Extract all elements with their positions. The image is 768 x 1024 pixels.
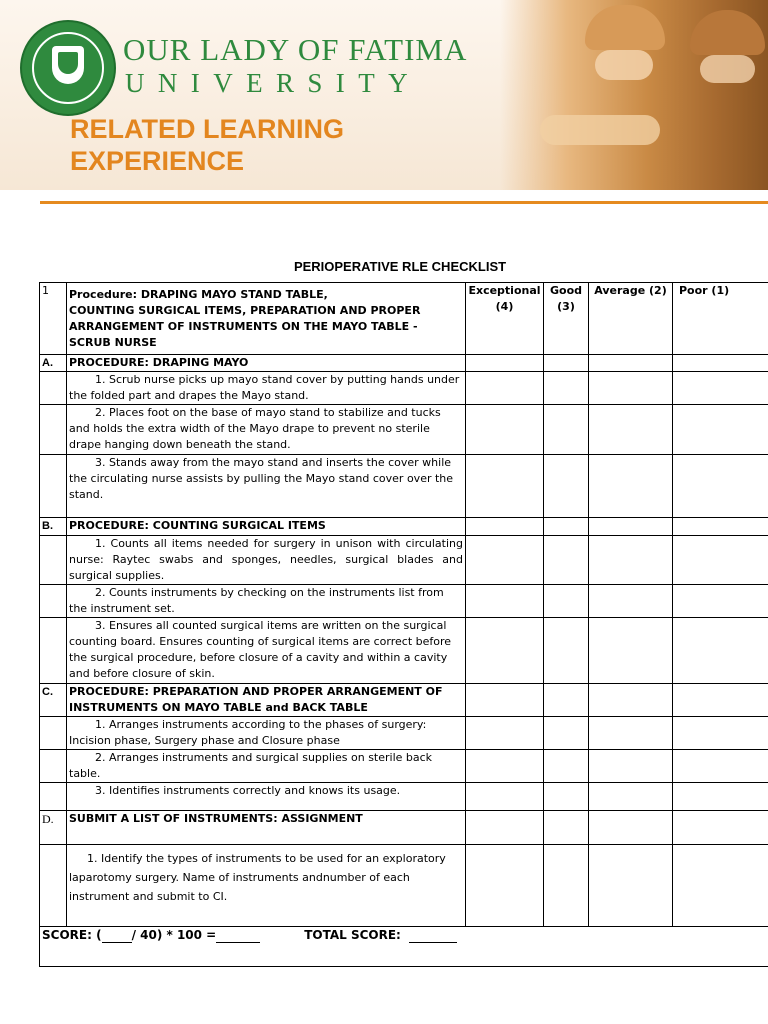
- rating-cell[interactable]: [673, 405, 768, 455]
- rating-cell[interactable]: [589, 372, 673, 405]
- table-row: [40, 750, 768, 783]
- rating-cell[interactable]: [466, 845, 544, 927]
- checklist-item: 1. Scrub nurse picks up mayo stand cover by putting hands under the folded part and drapes the Mayo stand.: [67, 372, 466, 405]
- total-score-label: TOTAL SCORE:: [304, 928, 401, 942]
- rating-cell[interactable]: [589, 536, 673, 585]
- surgeons-photo: [500, 0, 768, 190]
- procedure-title: Procedure: DRAPING MAYO STAND TABLE, COUNTING SURGICAL ITEMS, PREPARATION AND PROPER ARRANGEMENT OF INSTRUMENTS ON THE MAYO TABLE - SCRUB NURSE: [67, 283, 466, 355]
- table-row: [40, 783, 768, 811]
- table-row: [40, 405, 768, 455]
- section-heading: SUBMIT A LIST OF INSTRUMENTS: ASSIGNMENT: [67, 811, 466, 845]
- rating-cell[interactable]: [544, 845, 589, 927]
- rating-cell[interactable]: [673, 585, 768, 618]
- rating-cell[interactable]: [466, 455, 544, 518]
- rating-cell[interactable]: [466, 405, 544, 455]
- percentage-input[interactable]: [216, 930, 260, 943]
- rating-cell[interactable]: [544, 455, 589, 518]
- rating-cell[interactable]: [466, 750, 544, 783]
- rating-cell[interactable]: [466, 372, 544, 405]
- section-row-d: [40, 811, 768, 845]
- rating-cell[interactable]: [589, 750, 673, 783]
- rating-cell[interactable]: [673, 372, 768, 405]
- program-title-line2: EXPERIENCE: [70, 146, 245, 176]
- rating-cell[interactable]: [673, 536, 768, 585]
- rating-exceptional: Exceptional (4): [466, 283, 544, 355]
- rating-cell[interactable]: [544, 717, 589, 750]
- rating-cell[interactable]: [544, 618, 589, 684]
- rating-cell[interactable]: [544, 750, 589, 783]
- university-name-line2: UNIVERSITY: [125, 68, 421, 98]
- university-name-line1: OUR LADY OF FATIMA: [123, 32, 468, 67]
- table-row: [40, 372, 768, 405]
- rating-cell[interactable]: [673, 845, 768, 927]
- table-row: [40, 845, 768, 927]
- section-row-a: [40, 355, 768, 372]
- section-row-c: [40, 684, 768, 717]
- checklist-item: 1. Counts all items needed for surgery in unison with circulating nurse: Raytec swabs and sponges, needles, surgical blades and surgical supplies.: [67, 536, 466, 585]
- score-input[interactable]: [102, 930, 132, 943]
- section-letter: A.: [40, 355, 67, 372]
- section-letter: C.: [40, 684, 67, 717]
- table-row: [40, 618, 768, 684]
- score-row: [40, 927, 768, 967]
- checklist-item: 1. Identify the types of instruments to be used for an exploratory laparotomy surgery. Name of instruments andnumber of each instrument and submit to CI.: [67, 845, 466, 927]
- rating-cell[interactable]: [466, 717, 544, 750]
- rating-cell[interactable]: [589, 585, 673, 618]
- header-divider: [40, 201, 768, 204]
- checklist-item: 2. Arranges instruments and surgical supplies on sterile back table.: [67, 750, 466, 783]
- total-score-input[interactable]: [409, 930, 457, 943]
- rating-cell[interactable]: [466, 618, 544, 684]
- checklist-item: 2. Places foot on the base of mayo stand to stabilize and tucks and holds the extra width of the Mayo drape to prevent no sterile drape hanging down beneath the stand.: [67, 405, 466, 455]
- section-heading: PROCEDURE: DRAPING MAYO: [67, 355, 466, 372]
- rating-cell[interactable]: [466, 585, 544, 618]
- rating-cell[interactable]: [544, 585, 589, 618]
- rating-cell[interactable]: [466, 536, 544, 585]
- table-row: [40, 585, 768, 618]
- rating-cell[interactable]: [544, 405, 589, 455]
- rating-cell[interactable]: [673, 750, 768, 783]
- rating-average: Average (2): [589, 283, 673, 355]
- procedure-number: 1: [40, 283, 67, 355]
- rating-cell[interactable]: [589, 783, 673, 811]
- rating-cell[interactable]: [466, 783, 544, 811]
- rating-cell[interactable]: [673, 618, 768, 684]
- section-letter: B.: [40, 518, 67, 536]
- rating-cell[interactable]: [589, 405, 673, 455]
- rating-cell[interactable]: [544, 536, 589, 585]
- section-heading: PROCEDURE: PREPARATION AND PROPER ARRANGEMENT OF INSTRUMENTS ON MAYO TABLE and BACK TABLE: [67, 684, 466, 717]
- checklist-item: 1. Arranges instruments according to the phases of surgery: Incision phase, Surgery phase and Closure phase: [67, 717, 466, 750]
- checklist-item: 3. Ensures all counted surgical items are written on the surgical counting board. Ensures counting of surgical items are correct before the surgical procedure, before closure of a cavity and within a cavity and before closure of skin.: [67, 618, 466, 684]
- rating-cell[interactable]: [673, 783, 768, 811]
- section-letter: D.: [40, 811, 67, 845]
- rating-cell[interactable]: [589, 455, 673, 518]
- section-row-b: [40, 518, 768, 536]
- section-heading: PROCEDURE: COUNTING SURGICAL ITEMS: [67, 518, 466, 536]
- table-row: [40, 536, 768, 585]
- program-title-line1: RELATED LEARNING: [70, 114, 344, 144]
- shield-icon: [52, 46, 84, 84]
- document-title: PERIOPERATIVE RLE CHECKLIST: [293, 259, 507, 274]
- rating-cell[interactable]: [589, 845, 673, 927]
- header-banner: [0, 0, 768, 190]
- rating-cell[interactable]: [589, 717, 673, 750]
- table-row: [40, 717, 768, 750]
- program-title: [70, 113, 344, 177]
- table-row: [40, 455, 768, 518]
- checklist-item: 2. Counts instruments by checking on the instruments list from the instrument set.: [67, 585, 466, 618]
- rating-good: Good (3): [544, 283, 589, 355]
- rating-cell[interactable]: [673, 717, 768, 750]
- rating-cell[interactable]: [673, 455, 768, 518]
- checklist-item: 3. Identifies instruments correctly and knows its usage.: [67, 783, 466, 811]
- table-header-row: [40, 283, 768, 355]
- rating-cell[interactable]: [544, 372, 589, 405]
- score-cell: [40, 927, 768, 967]
- checklist-table: [39, 282, 768, 967]
- rating-poor: Poor (1): [673, 283, 768, 355]
- checklist-item: 3. Stands away from the mayo stand and inserts the cover while the circulating nurse assists by pulling the Mayo stand cover over the stand.: [67, 455, 466, 518]
- rating-cell[interactable]: [589, 618, 673, 684]
- score-formula: SCORE: ( / 40) * 100 =: [42, 927, 300, 943]
- rating-cell[interactable]: [544, 783, 589, 811]
- university-seal-logo: [20, 20, 116, 116]
